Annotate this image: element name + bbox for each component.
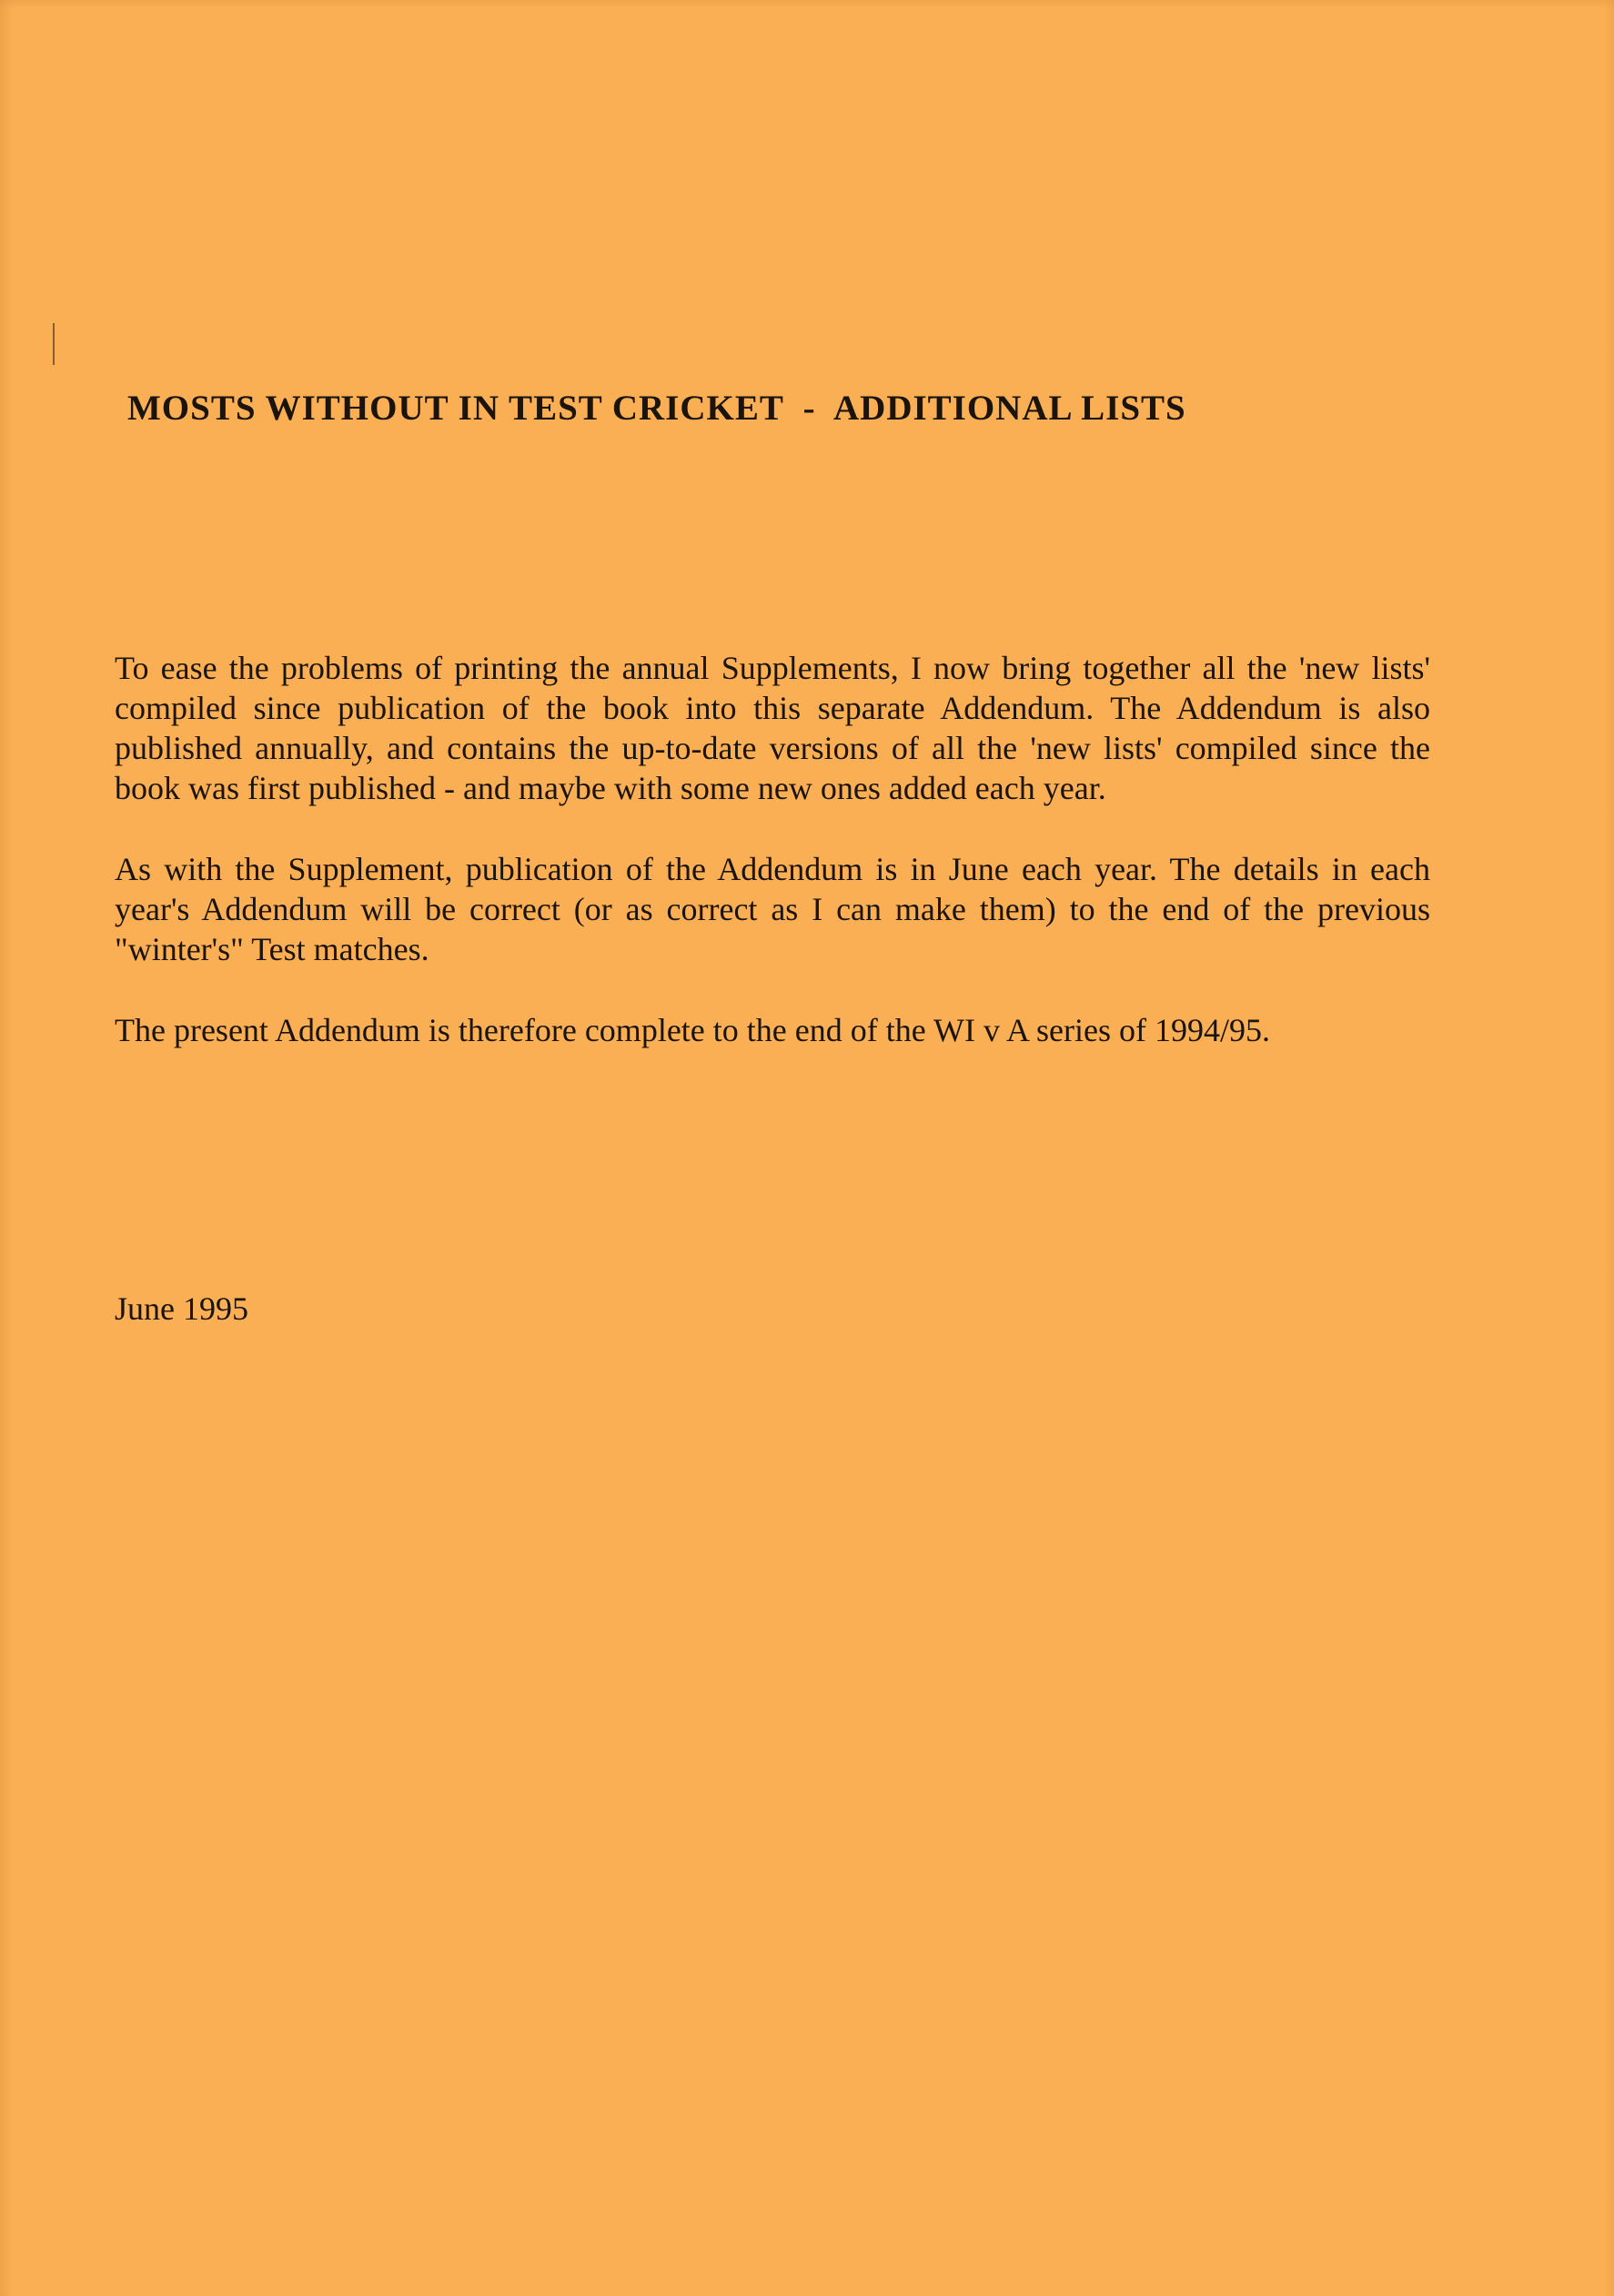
document-body	[115, 648, 1430, 1050]
paragraph-completeness: The present Addendum is therefore complete to the end of the WI v A series of 1994/95.	[115, 1012, 1271, 1048]
document-date: June 1995	[115, 1290, 248, 1327]
document-title: MOSTS WITHOUT IN TEST CRICKET - ADDITIONAL LISTS	[127, 389, 1186, 428]
margin-mark	[53, 323, 55, 365]
paragraph-intro: To ease the problems of printing the annual Supplements, I now bring together all the 'new lists' compiled since publication of the book into this separate Addendum. The Addendum is also published annually, and contains the up-to-date versions of all the 'new lists' compiled since the book was first published - and maybe with some new ones added each year.	[115, 650, 1430, 806]
paragraph-publication: As with the Supplement, publication of the Addendum is in June each year. The details in each year's Addendum will be correct (or as correct as I can make them) to the end of the previous "winter's" Test matches.	[115, 851, 1430, 967]
